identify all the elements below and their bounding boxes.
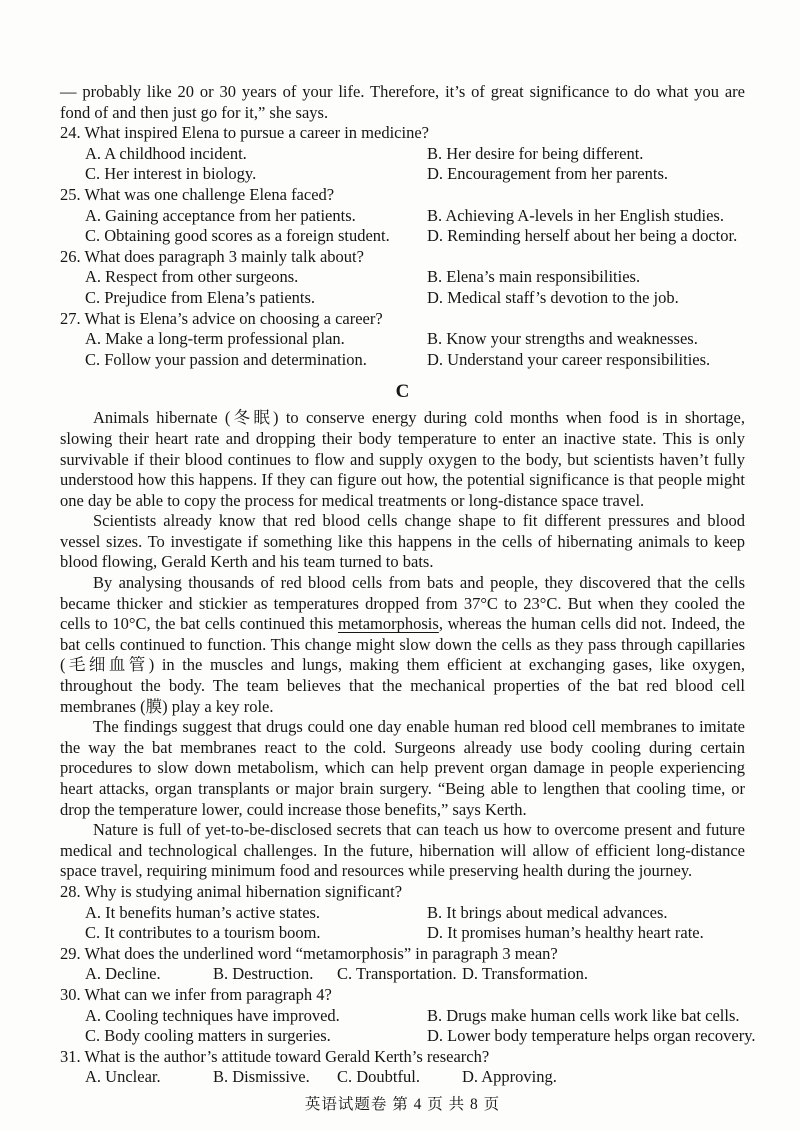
- question-26-option-a: A. Respect from other surgeons.: [85, 267, 299, 287]
- question-31-text: What is the author’s attitude toward Gerald Kerth’s research?: [84, 1046, 490, 1066]
- question-25-options: [60, 206, 745, 247]
- question-24-option-c: C. Her interest in biology.: [85, 164, 257, 184]
- question-26-stem: [60, 247, 745, 268]
- question-30-number: 30.: [60, 984, 81, 1004]
- question-27-options: [60, 329, 745, 370]
- question-24-options: [60, 144, 745, 185]
- question-28-option-d: D. It promises human’s healthy heart rate.: [427, 923, 704, 943]
- question-25: [60, 185, 745, 247]
- question-27-option-b: B. Know your strengths and weaknesses.: [427, 329, 698, 349]
- question-28-stem: [60, 882, 745, 903]
- section-c-heading: C: [395, 381, 410, 403]
- question-25-number: 25.: [60, 184, 81, 204]
- question-25-option-c: C. Obtaining good scores as a foreign student.: [85, 226, 390, 246]
- question-26-text: What does paragraph 3 mainly talk about?: [84, 246, 364, 266]
- paragraph-3-text-before: By analysing thousands of red blood cells from bats and people, they discovered that the cells became thicker and stickier as temperatures dropped from 37°C to 23°C. But when they cooled the cells to 10°C, the bat cells continued this: [60, 573, 745, 634]
- question-27-option-a: A. Make a long-term professional plan.: [85, 329, 345, 349]
- question-26: [60, 247, 745, 309]
- question-30-stem: [60, 985, 745, 1006]
- question-29-option-d: D. Transformation.: [462, 964, 589, 984]
- question-29-options: [60, 964, 745, 985]
- question-27-option-d: D. Understand your career responsibilities.: [427, 349, 711, 369]
- question-27-option-c: C. Follow your passion and determination.: [85, 349, 367, 369]
- question-29-text: What does the underlined word “metamorphosis” in paragraph 3 mean?: [84, 943, 558, 963]
- question-25-option-a: A. Gaining acceptance from her patients.: [85, 205, 356, 225]
- question-28-option-a: A. It benefits human’s active states.: [85, 902, 321, 922]
- question-31-option-b: B. Dismissive.: [213, 1067, 310, 1087]
- paragraph-3-text-after: , whereas the human cells did not. Indeed, the bat cells continued to function. This change might slow down the cells as they pass through capillaries (毛细血管) in the muscles and lungs, making them efficient at exchanging gases, like oxygen, throughout the body. The team believes that the mechanical properties of the bat red blood cell membranes (膜) play a key role.: [60, 614, 745, 716]
- question-28-option-c: C. It contributes to a tourism boom.: [85, 923, 321, 943]
- question-30-option-d: D. Lower body temperature helps organ recovery.: [427, 1026, 756, 1046]
- question-31-options: [60, 1067, 745, 1088]
- question-24: [60, 123, 745, 185]
- question-28-options: [60, 903, 745, 944]
- question-26-option-d: D. Medical staff’s devotion to the job.: [427, 287, 679, 307]
- question-24-option-d: D. Encouragement from her parents.: [427, 164, 668, 184]
- question-26-option-c: C. Prejudice from Elena’s patients.: [85, 287, 316, 307]
- question-31-option-a: A. Unclear.: [85, 1067, 161, 1087]
- passage-c-paragraph-5: Nature is full of yet-to-be-disclosed secrets that can teach us how to overcome present and future medical and technological challenges. In the future, hibernation will allow of efficient long-distance space travel, requiring minimum food and resources while preserving health during the journey.: [60, 820, 745, 881]
- question-30-option-b: B. Drugs make human cells work like bat cells.: [427, 1005, 740, 1025]
- question-31-option-c: C. Doubtful.: [337, 1067, 420, 1087]
- passage-c-paragraph-3: [60, 573, 745, 717]
- question-28-number: 28.: [60, 881, 81, 901]
- question-27: [60, 309, 745, 371]
- passage-c-paragraph-1: Animals hibernate (冬眠) to conserve energy during cold months when food is in shortage, slowing their heart rate and dropping their body temperature to enter an inactive state. This is only survivable if their blood continues to flow and supply oxygen to the body, but scientists haven’t fully understood how this happens. If they can figure out how, the potential significance is that people might one day be able to copy the process for medical treatments or long-distance space travel.: [60, 408, 745, 510]
- question-24-number: 24.: [60, 123, 81, 143]
- question-26-option-b: B. Elena’s main responsibilities.: [427, 267, 641, 287]
- question-28-text: Why is studying animal hibernation significant?: [84, 881, 403, 901]
- question-25-option-d: D. Reminding herself about her being a doctor.: [427, 226, 738, 246]
- question-30-text: What can we infer from paragraph 4?: [84, 984, 332, 1004]
- passage-c-paragraph-2: Scientists already know that red blood cells change shape to fit different pressures and blood vessel sizes. To investigate if something like this happens in the cells of hibernating animals to keep blood flowing, Gerald Kerth and his team turned to bats.: [60, 511, 745, 572]
- question-25-option-b: B. Achieving A-levels in her English studies.: [427, 205, 724, 225]
- passage-c-paragraph-4: The findings suggest that drugs could one day enable human red blood cell membranes to imitate the way the bat membranes react to the cold. Surgeons already use body cooling during certain procedures to slow down metabolism, which can help prevent organ damage in people experiencing heart attacks, organ transplants or major brain surgery. “Being able to lengthen that cooling time, or drop the temperature lower, could increase those benefits,” says Kerth.: [60, 717, 745, 819]
- passage-b-ending-text: — probably like 20 or 30 years of your life. Therefore, it’s of great significance to do what you are fond of and then just go for it,” she says.: [60, 82, 745, 122]
- question-28-option-b: B. It brings about medical advances.: [427, 902, 668, 922]
- question-27-text: What is Elena’s advice on choosing a career?: [84, 308, 383, 328]
- question-30-option-c: C. Body cooling matters in surgeries.: [85, 1026, 331, 1046]
- question-28: [60, 882, 745, 944]
- question-27-number: 27.: [60, 308, 81, 328]
- question-29: [60, 944, 745, 985]
- question-31-number: 31.: [60, 1046, 81, 1066]
- question-30-options: [60, 1005, 756, 1047]
- question-26-options: [60, 267, 745, 308]
- question-24-stem: [60, 123, 745, 144]
- question-31-stem: [60, 1047, 745, 1068]
- question-29-option-c: C. Transportation.: [337, 964, 457, 984]
- question-31: [60, 1047, 745, 1088]
- question-26-number: 26.: [60, 246, 81, 266]
- question-24-text: What inspired Elena to pursue a career in medicine?: [84, 123, 429, 143]
- underlined-word-metamorphosis: metamorphosis: [337, 614, 439, 634]
- question-31-option-d: D. Approving.: [462, 1067, 557, 1087]
- question-27-stem: [60, 309, 745, 330]
- question-29-stem: [60, 944, 745, 965]
- question-24-option-a: A. A childhood incident.: [85, 143, 247, 163]
- question-29-number: 29.: [60, 943, 81, 963]
- question-25-text: What was one challenge Elena faced?: [84, 184, 335, 204]
- question-29-option-a: A. Decline.: [85, 964, 161, 984]
- question-25-stem: [60, 185, 745, 206]
- question-30: [60, 984, 756, 1047]
- question-24-option-b: B. Her desire for being different.: [427, 143, 644, 163]
- question-29-option-b: B. Destruction.: [213, 964, 314, 984]
- question-30-option-a: A. Cooling techniques have improved.: [85, 1005, 340, 1025]
- page-footer: 英语试题卷 第 4 页 共 8 页: [304, 1095, 501, 1113]
